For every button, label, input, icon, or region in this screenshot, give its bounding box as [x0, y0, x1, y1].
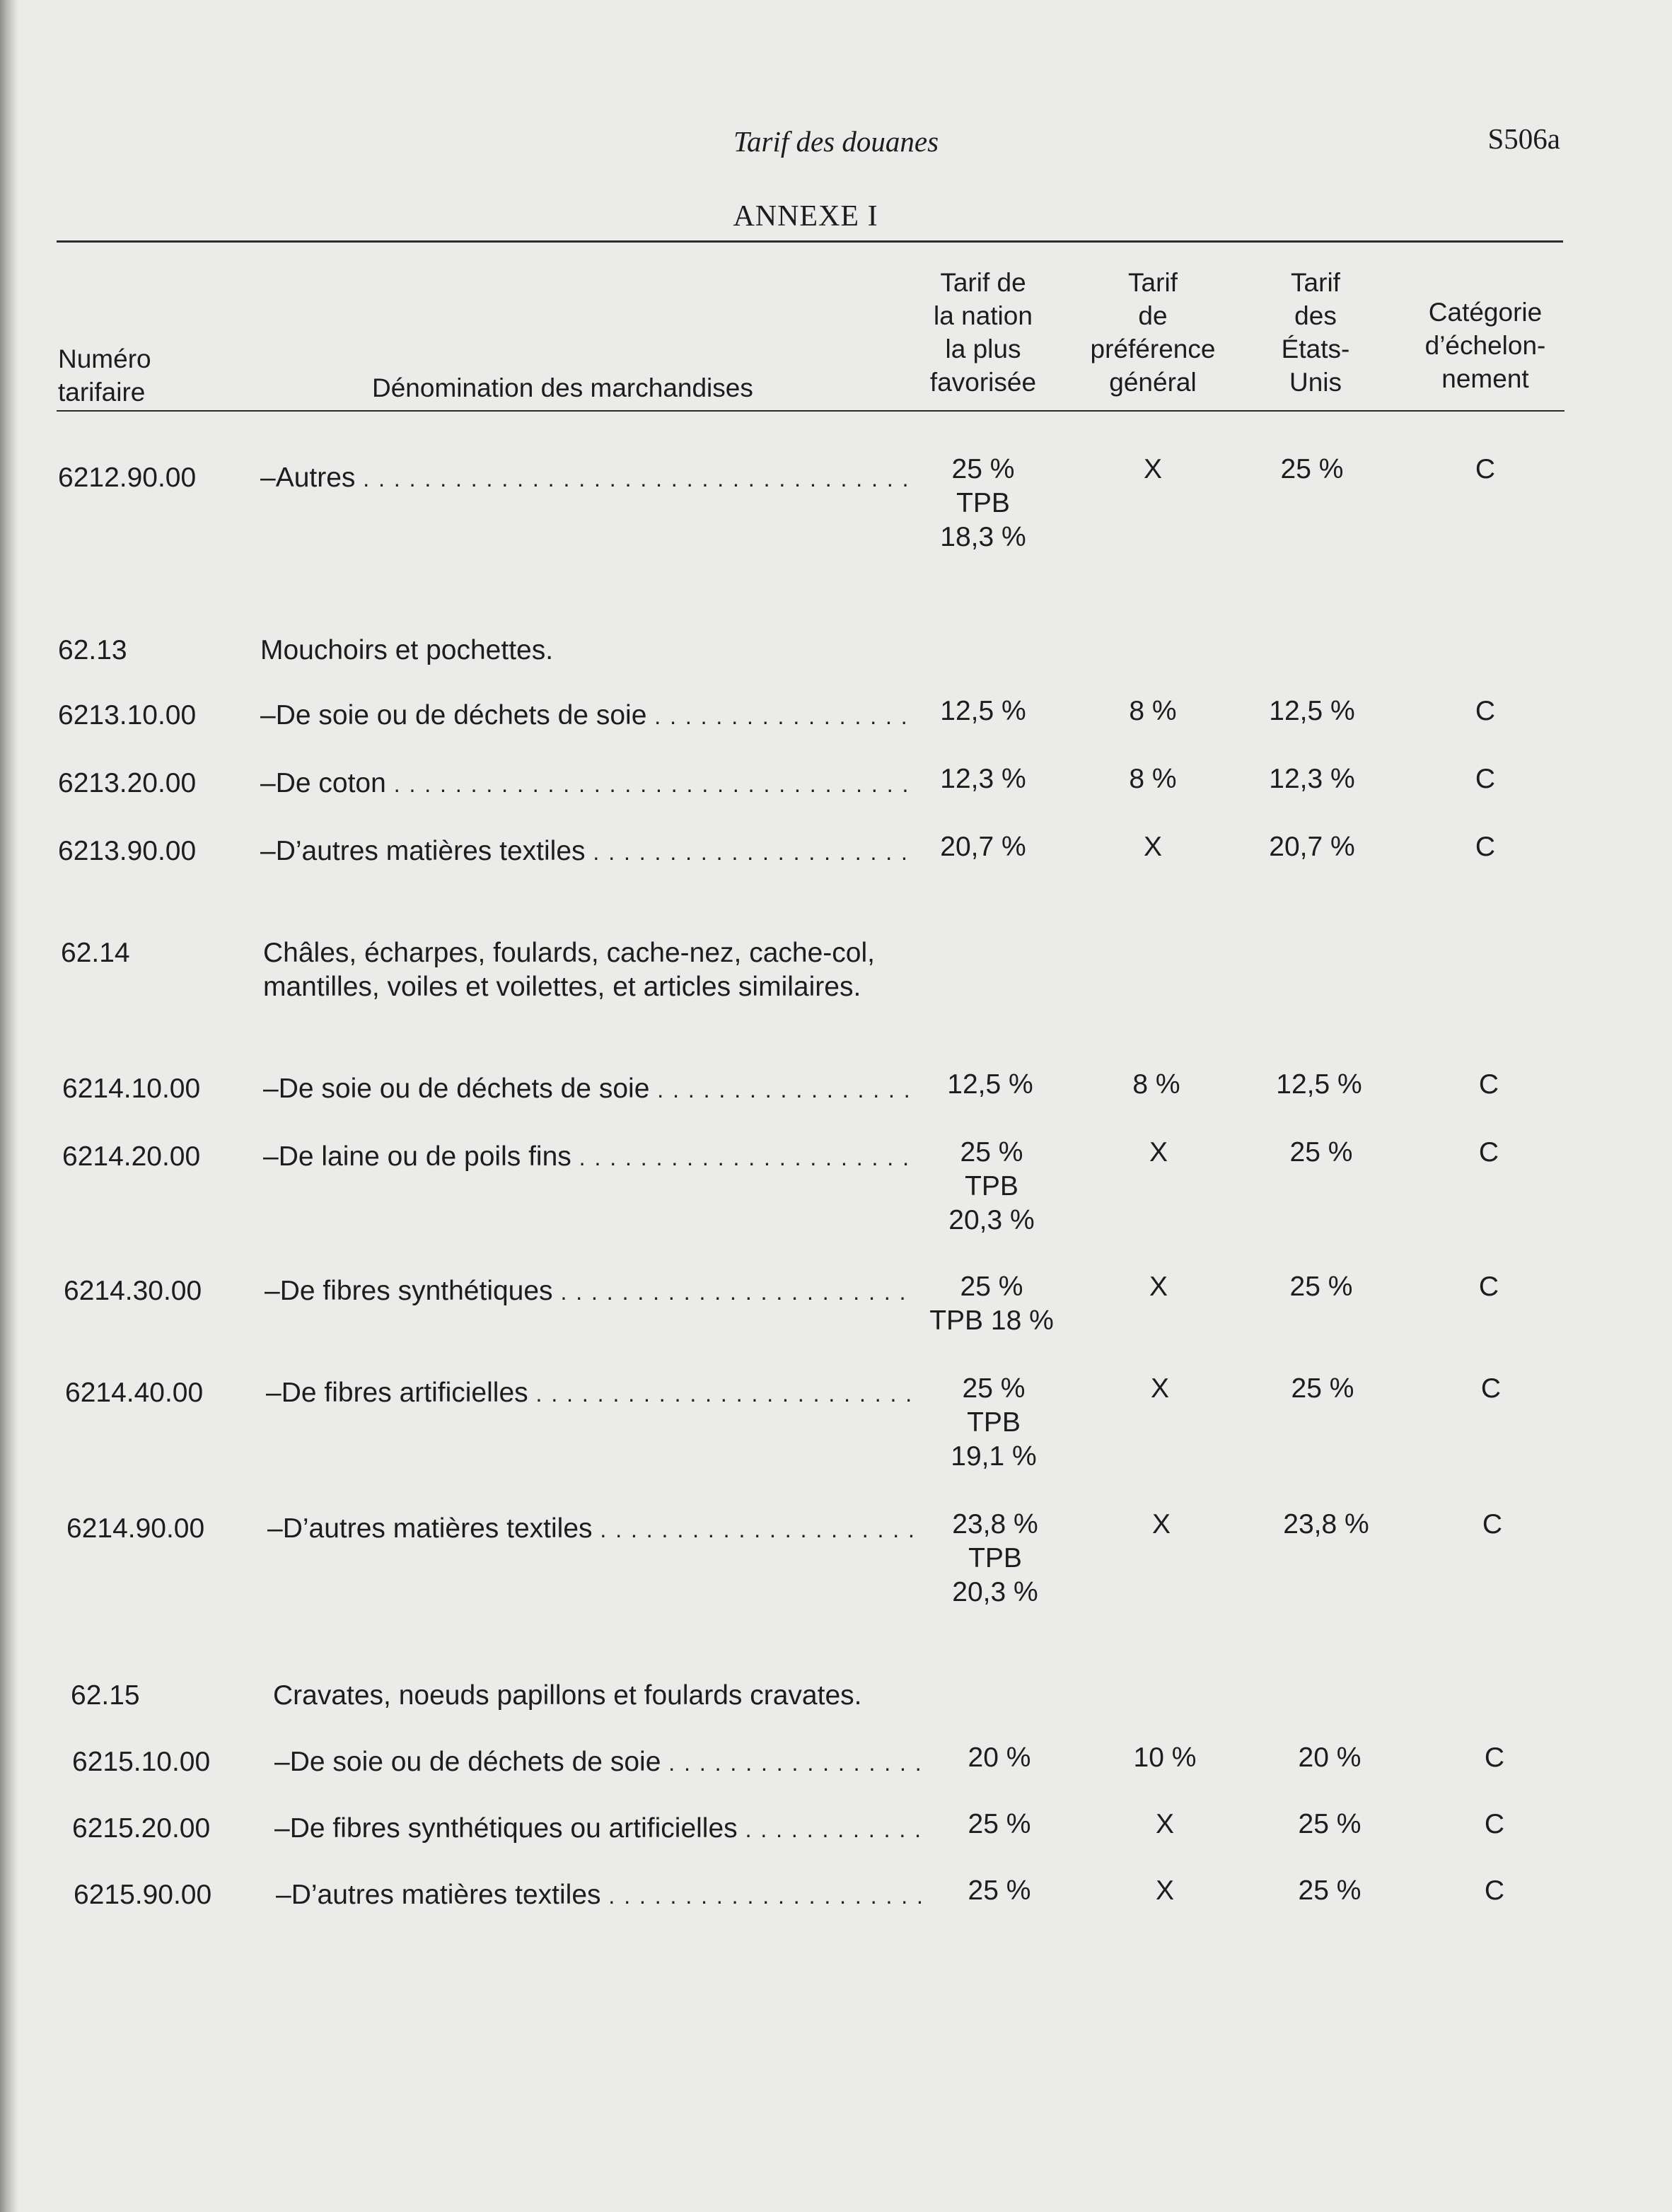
mfn-rate	[898, 1068, 1082, 1102]
staging-category: C	[1482, 1509, 1503, 1539]
col-head-mfn-line: la nation	[934, 301, 1033, 330]
col-head-ust-line: Unis	[1289, 368, 1342, 397]
tariff-number: 6212.90.00	[58, 462, 197, 493]
annex-title: ANNEXE I	[733, 200, 878, 233]
goods-description	[260, 699, 908, 733]
ust-rate: 25 %	[1291, 1373, 1354, 1404]
table-top-rule	[57, 240, 1563, 243]
col-head-gpt-line: général	[1109, 368, 1197, 397]
mfn-rate-line: TPB 18 %	[929, 1305, 1054, 1336]
col-head-ust-line: États-	[1281, 334, 1350, 363]
tariff-number: 6214.10.00	[62, 1073, 201, 1104]
col-head-mfn-line: favorisée	[929, 368, 1037, 397]
mfn-rate	[902, 1372, 1086, 1474]
gpt-rate: X	[1143, 454, 1162, 484]
tariff-number: 6214.30.00	[64, 1276, 202, 1306]
goods-description	[265, 1274, 912, 1309]
gpt-rate: X	[1155, 1809, 1174, 1839]
col-head-tariff-number	[58, 342, 151, 409]
goods-description-text: –De coton	[260, 768, 386, 798]
mfn-rate-line: TPB	[967, 1407, 1021, 1438]
tariff-number: 6215.10.00	[72, 1747, 211, 1777]
mfn-rate	[903, 1508, 1087, 1609]
goods-description	[274, 1745, 922, 1780]
col-head-gpt-line: préférence	[1090, 334, 1216, 363]
staging-category: C	[1484, 1742, 1505, 1773]
staging-category: C	[1475, 696, 1496, 726]
mfn-rate-line: 25 %	[968, 1875, 1031, 1906]
goods-description	[263, 1140, 911, 1175]
goods-description	[267, 1512, 915, 1547]
col-head-ust-line: Tarif	[1291, 268, 1340, 297]
heading-description: Mouchoirs et pochettes.	[260, 635, 554, 665]
gpt-rate: X	[1149, 1271, 1168, 1302]
col-head-description-line: Dénomination des marchandises	[372, 373, 753, 402]
gpt-rate: 10 %	[1133, 1742, 1197, 1773]
goods-description-text: –D’autres matières textiles	[276, 1880, 601, 1910]
col-head-tariff-number-line: tarifaire	[58, 378, 146, 407]
staging-category: C	[1475, 832, 1496, 862]
mfn-rate-line: 25 %	[960, 1271, 1023, 1302]
staging-category: C	[1478, 1271, 1499, 1302]
mfn-rate	[907, 1741, 1091, 1775]
gpt-rate: X	[1155, 1875, 1174, 1906]
gpt-rate: 8 %	[1132, 1069, 1180, 1100]
tariff-number: 6214.40.00	[65, 1378, 204, 1408]
mfn-rate-line: 19,1 %	[951, 1441, 1037, 1472]
mfn-rate	[891, 830, 1075, 864]
col-head-gpt	[1075, 266, 1231, 399]
mfn-rate	[900, 1270, 1084, 1338]
goods-description-text: –Autres	[260, 462, 356, 493]
col-head-mfn-line: la plus	[945, 334, 1021, 363]
ust-rate: 25 %	[1289, 1137, 1353, 1168]
gpt-rate: X	[1151, 1509, 1171, 1539]
staging-category: C	[1478, 1069, 1499, 1100]
ust-rate: 20,7 %	[1269, 832, 1355, 862]
mfn-rate-line: TPB	[968, 1543, 1022, 1573]
mfn-rate-line: 25 %	[968, 1809, 1031, 1839]
mfn-rate-line: 20,3 %	[952, 1577, 1038, 1607]
col-head-ust-line: des	[1294, 301, 1337, 330]
page-binding-shadow	[0, 0, 18, 2212]
ust-rate: 12,5 %	[1276, 1069, 1362, 1100]
gpt-rate: 8 %	[1129, 696, 1177, 726]
goods-description-text: –De fibres synthétiques ou artificielles	[274, 1813, 738, 1844]
ust-rate: 25 %	[1280, 454, 1344, 484]
goods-description-text: –D’autres matières textiles	[260, 836, 586, 866]
tariff-number: 6215.20.00	[72, 1813, 211, 1844]
mfn-rate	[891, 762, 1075, 796]
goods-description-text: –De soie ou de déchets de soie	[263, 1073, 650, 1104]
col-head-mfn	[891, 266, 1075, 399]
mfn-rate-line: 25 %	[962, 1373, 1026, 1404]
col-head-category-line: d’échelon-	[1424, 331, 1546, 360]
mfn-rate-line: 12,5 %	[947, 1069, 1033, 1100]
col-head-mfn-line: Tarif de	[940, 268, 1026, 297]
mfn-rate-line: 20,3 %	[948, 1205, 1035, 1235]
tariff-number: 6213.20.00	[58, 768, 197, 798]
heading-number: 62.14	[61, 938, 130, 968]
tariff-number: 6214.20.00	[62, 1141, 201, 1172]
heading-number: 62.15	[71, 1680, 140, 1711]
gpt-rate: X	[1149, 1137, 1168, 1168]
mfn-rate	[891, 694, 1075, 728]
col-head-category-line: Catégorie	[1428, 298, 1543, 327]
goods-description	[260, 767, 908, 801]
mfn-rate-line: TPB	[965, 1171, 1018, 1201]
mfn-rate-line: 12,3 %	[940, 764, 1026, 794]
goods-description-text: –De soie ou de déchets de soie	[274, 1747, 661, 1777]
mfn-rate-line: 20,7 %	[940, 832, 1026, 862]
ust-rate: 23,8 %	[1283, 1509, 1369, 1539]
goods-description	[276, 1878, 924, 1913]
staging-category: C	[1475, 764, 1496, 794]
col-head-description	[372, 371, 753, 404]
staging-category: C	[1484, 1875, 1505, 1906]
mfn-rate-line: 25 %	[960, 1137, 1023, 1168]
page-number: S506a	[1487, 122, 1560, 155]
tariff-number: 6215.90.00	[74, 1880, 212, 1910]
tariff-number: 6214.90.00	[66, 1513, 205, 1544]
goods-description-text: –De fibres synthétiques	[265, 1276, 553, 1306]
staging-category: C	[1480, 1373, 1502, 1404]
col-head-ust	[1238, 266, 1393, 399]
staging-category: C	[1484, 1809, 1505, 1839]
ust-rate: 12,3 %	[1269, 764, 1355, 794]
mfn-rate-line: 12,5 %	[940, 696, 1026, 726]
goods-description-text: –De fibres artificielles	[266, 1378, 528, 1408]
goods-description	[266, 1376, 914, 1411]
mfn-rate-line: 20 %	[968, 1742, 1031, 1773]
col-head-gpt-line: de	[1138, 301, 1168, 330]
ust-rate: 25 %	[1298, 1809, 1362, 1839]
heading-description: Châles, écharpes, foulards, cache-nez, cache-col, mantilles, voiles et voilettes, et articles similaires.	[263, 938, 875, 1002]
col-head-gpt-line: Tarif	[1128, 268, 1178, 297]
staging-category: C	[1475, 454, 1496, 484]
tariff-number: 6213.10.00	[58, 700, 197, 730]
heading-description: Cravates, noeuds papillons et foulards cravates.	[273, 1680, 862, 1711]
goods-description	[263, 1072, 911, 1107]
mfn-rate	[907, 1874, 1091, 1908]
gpt-rate: X	[1150, 1373, 1169, 1404]
mfn-rate-line: 18,3 %	[940, 522, 1026, 552]
running-title: Tarif des douanes	[733, 125, 939, 158]
goods-description	[274, 1812, 922, 1846]
heading-number: 62.13	[58, 635, 127, 665]
tariff-number: 6213.90.00	[58, 836, 197, 866]
mfn-rate	[907, 1808, 1091, 1841]
col-head-category	[1397, 296, 1574, 395]
col-head-tariff-number-line: Numéro	[58, 344, 151, 373]
mfn-rate	[900, 1136, 1084, 1238]
ust-rate: 12,5 %	[1269, 696, 1355, 726]
goods-description-text: –D’autres matières textiles	[267, 1513, 593, 1544]
mfn-rate-line: TPB	[956, 488, 1010, 518]
mfn-rate-line: 23,8 %	[952, 1509, 1038, 1539]
goods-description	[260, 834, 908, 869]
col-head-category-line: nement	[1441, 364, 1529, 393]
mfn-rate-line: 25 %	[951, 454, 1015, 484]
goods-description	[260, 461, 908, 496]
gpt-rate: X	[1143, 832, 1162, 862]
ust-rate: 25 %	[1289, 1271, 1353, 1302]
mfn-rate	[891, 453, 1075, 554]
goods-description-text: –De soie ou de déchets de soie	[260, 700, 647, 730]
goods-description-text: –De laine ou de poils fins	[263, 1141, 571, 1172]
ust-rate: 20 %	[1298, 1742, 1362, 1773]
staging-category: C	[1478, 1137, 1499, 1168]
table-header-rule	[57, 410, 1564, 412]
gpt-rate: 8 %	[1129, 764, 1177, 794]
ust-rate: 25 %	[1298, 1875, 1362, 1906]
